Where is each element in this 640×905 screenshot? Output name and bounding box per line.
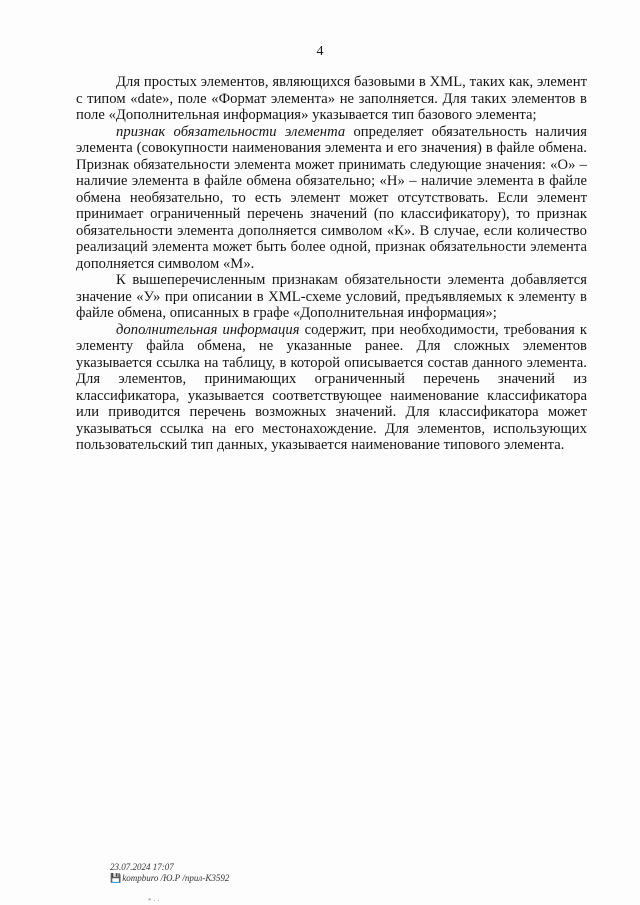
paragraph-2-text: определяет обязательность наличия элемента (совокупности наименования элемента и его значения) в файле обмена. Признак обязательности элемента может принимать следующие значения: «О» – наличие элемента в файле обмена обязательно; «Н» – наличие элемента в файле обмена необязательно, то есть элемент может отсутствовать. Если элемент принимает ограниченный перечень значений (по классификатору), то признак обязательности элемента дополняется символом «К». В случае, если количество реализаций элемента может быть более одной, признак обязательности элемента дополняется символом «М». [76,123,587,272]
term-additional-info: дополнительная информация [116,321,300,338]
page-number: 4 [316,44,324,59]
paragraph-4 [76,322,587,454]
term-mandatory-flag: признак обязательности элемента [116,123,346,140]
disk-icon: 💾 [110,873,122,883]
footer-path-line [110,873,229,884]
paragraph-1-text: Для простых элементов, являющихся базовыми в XML, таких как, элемент с типом «date», поле «Формат элемента» не заполняется. Для таких элементов в поле «Дополнительная информация» указывается тип базового элемента; [76,74,587,123]
paragraph-2 [76,124,587,273]
paragraph-1 [76,74,587,124]
paragraph-3 [76,272,587,322]
paragraph-4-text: содержит, при необходимости, требования к элементу файла обмена, не указанные ранее. Для сложных элементов указывается ссылка на таблицу, в которой описывается состав данного элемента. Для элементов, принимающих ограниченный перечень значений из классификатора, указывается соответствующее наименование классификатора или приводится перечень возможных значений. Для классификатора может указываться ссылка на его местонахождение. Для элементов, использующих пользовательский тип данных, указывается наименование типового элемента. [76,321,587,453]
document-footer [110,862,229,884]
footer-path: kompburo /Ю.Р /прил-К3592 [122,873,230,883]
footer-date: 23.07.2024 17:07 [110,862,174,872]
scan-artifact: * · · [148,897,160,905]
paragraph-3-text: К вышеперечисленным признакам обязательности элемента добавляется значение «У» при описании в XML-схеме условий, предъявляемых к элементу в файле обмена, описанных в графе «Дополнительная информация»; [76,272,587,321]
document-body [76,74,587,454]
